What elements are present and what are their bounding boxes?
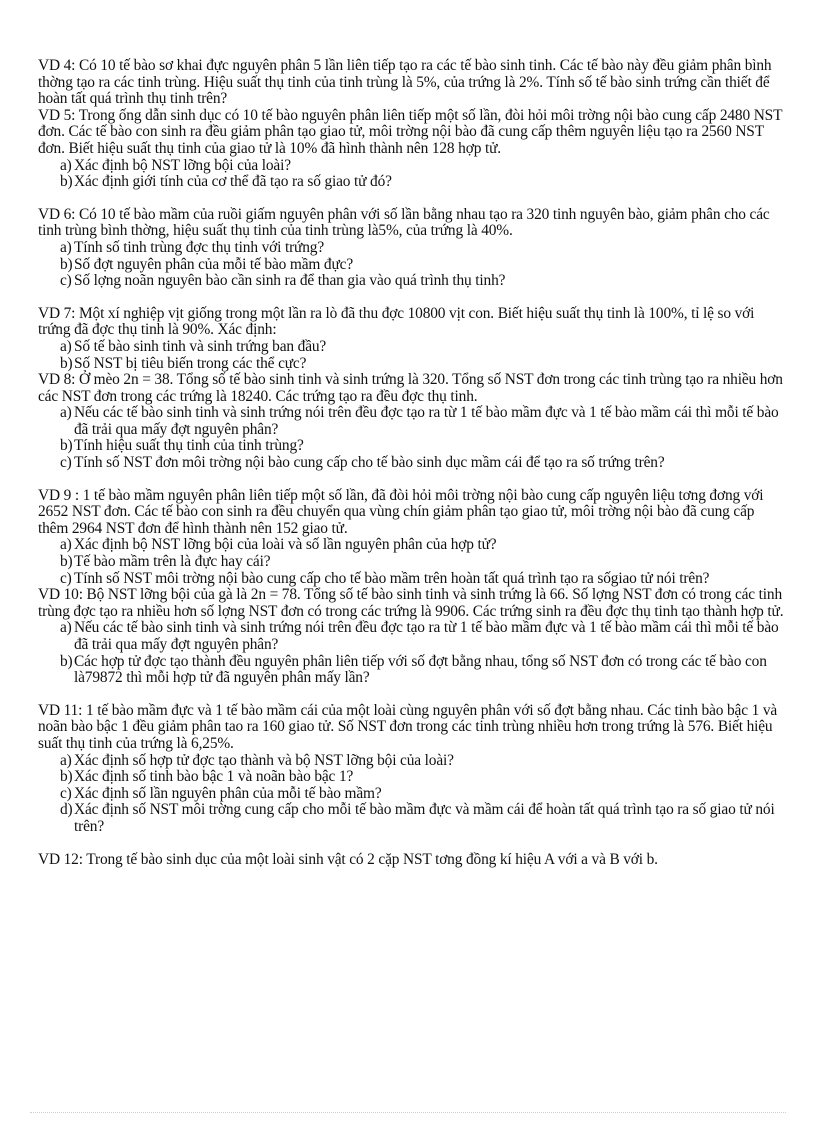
question-list <box>38 753 788 836</box>
question-label: b) <box>60 255 73 273</box>
question-item <box>38 537 788 554</box>
question-label: b) <box>60 652 73 670</box>
question-label: a) <box>60 337 72 355</box>
question-list <box>38 339 788 372</box>
problem-text: VD 8: Ở mèo 2n = 38. Tổng số tế bào sinh tinh và sinh trứng là 320. Tổng số NST đơn trong các tinh trùng tạo ra nhiều hơn các NST đơn trong các trứng là 18240. Các trứng tạo ra đều đợc thụ tinh. <box>38 371 783 405</box>
question-label: a) <box>60 751 72 769</box>
question-label: a) <box>60 619 72 637</box>
question-label: c) <box>60 569 72 587</box>
problem-text: VD 10: Bộ NST lỡng bội của gà là 2n = 78. Tổng số tế bào sinh tinh và sinh trứng là 66. Số lợng NST đơn có trong các tinh trùng đợc tạo ra nhiều hơn số lợng NST đơn có trong các trứng là 9906. Các trứng sinh ra đều đợc thụ tinh tạo thành hợp tử. <box>38 586 784 620</box>
problem-vd4 <box>38 58 788 108</box>
problem-vd10 <box>38 587 788 687</box>
spacer <box>38 290 788 306</box>
spacer <box>38 687 788 703</box>
spacer <box>38 836 788 852</box>
question-text: Số NST bị tiêu biến trong các thể cực? <box>74 354 307 372</box>
question-label: a) <box>60 536 72 554</box>
question-item <box>38 240 788 257</box>
question-item <box>38 356 788 373</box>
problem-vd6 <box>38 207 788 290</box>
question-list <box>38 537 788 587</box>
question-text: Xác định bộ NST lỡng bội của loài? <box>74 156 291 174</box>
problem-vd11 <box>38 703 788 836</box>
question-item <box>38 257 788 274</box>
question-text: Tế bào mầm trên là đực hay cái? <box>74 553 271 571</box>
question-label: b) <box>60 553 73 571</box>
question-text: Các hợp tử đợc tạo thành đều nguyên phân liên tiếp với số đợt bằng nhau, tổng số NST đơn có trong các tế bào con là79872 thì mỗi hợp tử đã nguyên phân mấy lần? <box>74 652 767 687</box>
problem-text: VD 5: Trong ống dẫn sinh dục có 10 tế bào nguyên phân liên tiếp một số lần, đòi hỏi môi trờng nội bào cung cấp 2480 NST đơn. Các tế bào con sinh ra đều giảm phân tạo giao tử, môi trờng nội bào đã cung cấp thêm nguyên liệu tạo ra 2560 NST đơn. Biết hiệu suất thụ tinh của giao tử là 10% đã hình thành nên 128 hợp tử. <box>38 106 783 157</box>
question-item <box>38 158 788 175</box>
question-item <box>38 802 788 835</box>
question-text: Nếu các tế bào sinh tinh và sinh trứng nói trên đều đợc tạo ra từ 1 tế bào mầm đực và 1 tế bào mầm cái thì mỗi tế bào đã trải qua mấy đợt nguyên phân? <box>74 404 779 438</box>
question-text: Tính số tinh trùng đợc thụ tinh với trứng? <box>74 238 325 256</box>
question-item <box>38 438 788 455</box>
question-text: Nếu các tế bào sinh tinh và sinh trứng nói trên đều đợc tạo ra từ 1 tế bào mầm đực và 1 tế bào mầm cái thì mỗi tế bào đã trải qua mấy đợt nguyên phân? <box>74 619 779 653</box>
question-text: Xác định số lần nguyên phân của mỗi tế bào mầm? <box>74 784 382 802</box>
question-item <box>38 405 788 438</box>
problem-text: VD 4: Có 10 tế bào sơ khai đực nguyên phân 5 lần liên tiếp tạo ra các tế bào sinh tinh. Các tế bào này đều giảm phân bình thờng tạo ra các tinh trùng. Hiệu suất thụ tinh của tinh trùng là 5%, của trứng là 2%. Tính số tế bào sinh trứng cần thiết để hoàn tất quá trình thụ tinh trên? <box>38 57 772 108</box>
question-label: a) <box>60 238 72 256</box>
question-list <box>38 240 788 290</box>
question-list <box>38 620 788 686</box>
question-label: c) <box>60 784 72 802</box>
question-text: Số đợt nguyên phân của mỗi tế bào mầm đực? <box>74 255 354 273</box>
question-text: Xác định số hợp tử đợc tạo thành và bộ NST lỡng bội của loài? <box>74 751 454 769</box>
question-label: b) <box>60 354 73 372</box>
question-text: Tính số NST môi trờng nội bào cung cấp cho tế bào mầm trên hoàn tất quá trình tạo ra sốgiao tử nói trên? <box>74 569 710 587</box>
question-item <box>38 554 788 571</box>
problem-text: VD 6: Có 10 tế bào mầm của ruồi giấm nguyên phân với số lần bằng nhau tạo ra 320 tinh nguyên bào, giảm phân cho các tinh trùng bình thờng, hiệu suất thụ tinh của tinh trùng là5%, của trứng là 40%. <box>38 205 770 240</box>
problem-vd5 <box>38 108 788 191</box>
question-item <box>38 455 788 472</box>
problem-text: VD 7: Một xí nghiệp vịt giống trong một lần ra lò đã thu đợc 10800 vịt con. Biết hiệu suất thụ tinh là 100%, tỉ lệ so với trứng đã đợc thụ tinh là 90%. Xác định: <box>38 304 755 339</box>
problem-vd7 <box>38 306 788 372</box>
question-item <box>38 654 788 687</box>
question-label: d) <box>60 801 73 819</box>
question-item <box>38 273 788 290</box>
page-bottom-divider <box>30 1112 786 1113</box>
question-label: c) <box>60 272 72 290</box>
question-text: Tính số NST đơn môi trờng nội bào cung cấp cho tế bào sinh dục mầm cái để tạo ra số trứng trên? <box>74 454 665 472</box>
spacer <box>38 472 788 488</box>
problem-vd8 <box>38 372 788 472</box>
question-label: a) <box>60 156 72 174</box>
question-item <box>38 786 788 803</box>
question-label: a) <box>60 404 72 422</box>
question-item <box>38 571 788 588</box>
question-label: b) <box>60 768 73 786</box>
question-label: c) <box>60 454 72 472</box>
question-text: Xác định bộ NST lỡng bội của loài và số lần nguyên phân của hợp tử? <box>74 536 497 554</box>
question-list <box>38 405 788 471</box>
problem-text: VD 12: Trong tế bào sinh dục của một loài sinh vật có 2 cặp NST tơng đồng kí hiệu A với a và B với b. <box>38 850 658 868</box>
problem-vd12 <box>38 852 788 869</box>
question-label: b) <box>60 437 73 455</box>
question-item <box>38 339 788 356</box>
question-item <box>38 769 788 786</box>
question-list <box>38 158 788 191</box>
problem-text: VD 11: 1 tế bào mầm đực và 1 tế bào mầm cái của một loài cùng nguyên phân với số đợt bằng nhau. Các tinh bào bậc 1 và noãn bào bậc 1 đều giảm phân tao ra 160 giao tử. Số NST đơn trong các tinh trùng nhiều hơn trong trứng là 576. Biết hiệu suất thụ tinh của trứng là 6,25%. <box>38 701 778 752</box>
problem-text: VD 9 : 1 tế bào mầm nguyên phân liên tiếp một số lần, đã đòi hỏi môi trờng nội bào cung cấp nguyên liệu tơng đơng với 2652 NST đơn. Các tế bào con sinh ra đều chuyển qua vùng chín giảm phân tạo giao tử, môi trờng nội bào đã cung cấp thêm 2964 NST đơn để hình thành nên 152 giao tử. <box>38 486 764 537</box>
document-page <box>38 58 788 868</box>
question-item <box>38 174 788 191</box>
question-item <box>38 753 788 770</box>
question-label: b) <box>60 173 73 191</box>
problem-vd9 <box>38 488 788 588</box>
question-text: Xác định số NST môi trờng cung cấp cho mỗi tế bào mầm đực và mầm cái để hoàn tất quá trình tạo ra số giao tử nói trên? <box>74 801 775 835</box>
question-text: Xác định giới tính của cơ thể đã tạo ra số giao tử đó? <box>74 173 392 191</box>
question-item <box>38 620 788 653</box>
question-text: Số tế bào sinh tinh và sinh trứng ban đầu? <box>74 337 327 355</box>
question-text: Xác định số tinh bào bậc 1 và noãn bào bậc 1? <box>74 768 354 786</box>
question-text: Số lợng noãn nguyên bào cần sinh ra để than gia vào quá trình thụ tinh? <box>74 272 506 290</box>
spacer <box>38 191 788 207</box>
question-text: Tính hiệu suất thụ tinh của tinh trùng? <box>74 437 304 455</box>
